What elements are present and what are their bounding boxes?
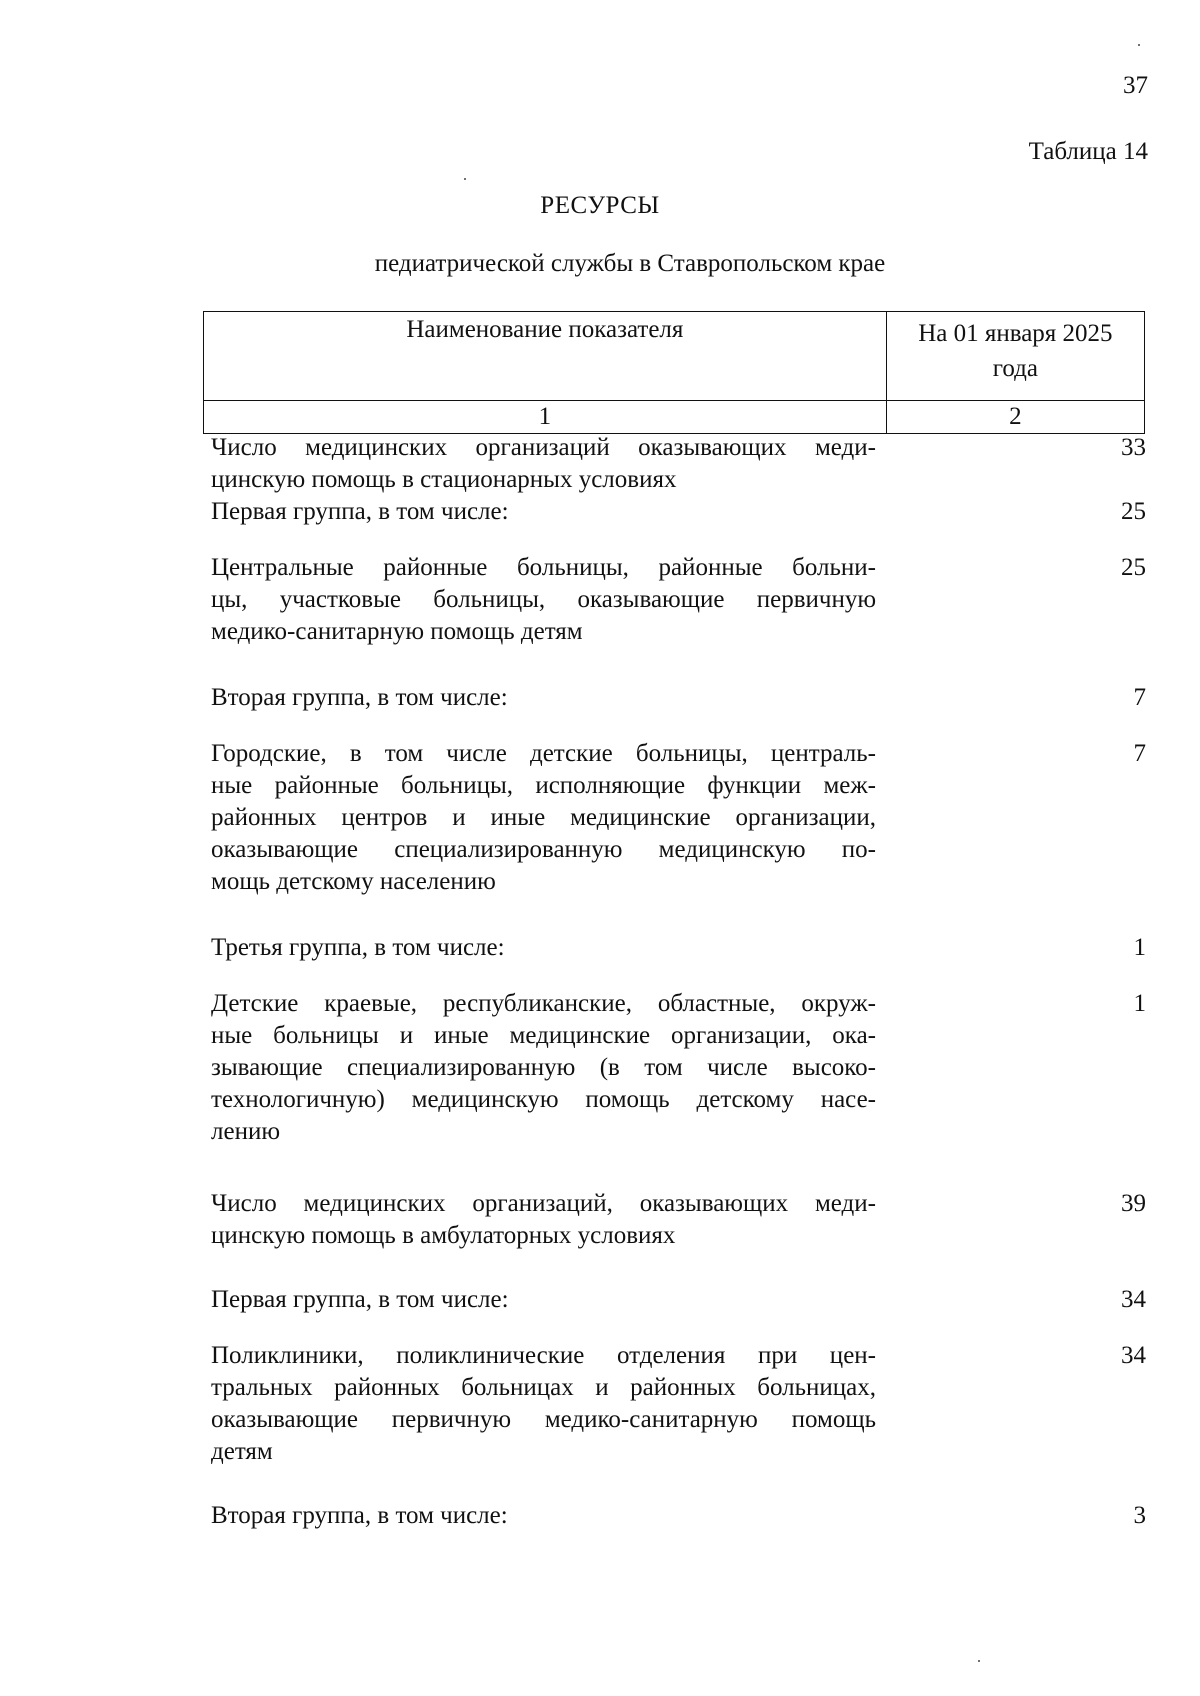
row-label-line: цинскую помощь в стационарных условиях xyxy=(211,466,677,493)
row-label-line: мощь детскому населению xyxy=(211,868,496,895)
row-value: 7 xyxy=(1133,740,1146,767)
row-label-line: цинскую помощь в амбулаторных условиях xyxy=(211,1222,676,1249)
row-label-line: Число медицинских организаций оказывающих меди- xyxy=(211,434,876,461)
row-label-line: Центральные районные больницы, районные больни- xyxy=(211,554,876,581)
page-number: 37 xyxy=(1123,72,1148,99)
row-label-line: лению xyxy=(211,1118,281,1145)
row-label-line: технологичную) медицинскую помощь детскому насе- xyxy=(211,1086,876,1113)
scan-speck xyxy=(1138,44,1140,46)
row-label-line: детям xyxy=(211,1438,273,1465)
row-label xyxy=(211,1500,876,1532)
row-label xyxy=(211,682,876,714)
row-label-line: районных центров и иные медицинские организации, xyxy=(211,804,876,831)
document-subtitle: педиатрической службы в Ставропольском крае xyxy=(374,250,886,277)
row-label xyxy=(211,988,876,1148)
row-value: 39 xyxy=(1121,1190,1146,1217)
row-label xyxy=(211,738,876,898)
column-header-name: Наименование показателя xyxy=(204,312,887,401)
row-label-line: оказывающие специализированную медицинскую по- xyxy=(211,836,876,863)
row-label-line: цы, участковые больницы, оказывающие первичную xyxy=(211,586,876,613)
row-label-line: Детские краевые, республиканские, областные, окруж- xyxy=(211,990,876,1017)
row-value: 1 xyxy=(1133,934,1146,961)
row-label-line: Поликлиники, поликлинические отделения при цен- xyxy=(211,1342,876,1369)
row-value: 25 xyxy=(1121,498,1146,525)
row-label-line: Городские, в том числе детские больницы, централь- xyxy=(211,740,876,767)
row-value: 3 xyxy=(1133,1502,1146,1529)
row-label-line: Первая группа, в том числе: xyxy=(211,498,509,525)
row-label xyxy=(211,1284,876,1316)
row-label-line: Вторая группа, в том числе: xyxy=(211,1502,508,1529)
column-header-date-line2: года xyxy=(992,355,1038,382)
row-label xyxy=(211,552,876,648)
row-label-line: Третья группа, в том числе: xyxy=(211,934,505,961)
row-label-line: тральных районных больницах и районных больницах, xyxy=(211,1374,876,1401)
table-label: Таблица 14 xyxy=(1028,138,1148,165)
scan-speck xyxy=(464,178,466,180)
row-value: 25 xyxy=(1121,554,1146,581)
row-value: 1 xyxy=(1133,990,1146,1017)
row-label xyxy=(211,932,876,964)
row-label-line: Число медицинских организаций, оказывающих меди- xyxy=(211,1190,876,1217)
column-header-date-line1: На 01 января 2025 xyxy=(918,320,1113,347)
table-header xyxy=(203,311,1145,434)
row-value: 7 xyxy=(1133,684,1146,711)
column-number-1: 1 xyxy=(204,401,887,434)
row-label-line: Вторая группа, в том числе: xyxy=(211,684,508,711)
document-title: РЕСУРСЫ xyxy=(540,192,660,219)
row-label-line: Первая группа, в том числе: xyxy=(211,1286,509,1313)
row-label-line: ные районные больницы, исполняющие функции меж- xyxy=(211,772,876,799)
row-value: 34 xyxy=(1121,1286,1146,1313)
row-label-line: оказывающие первичную медико-санитарную помощь xyxy=(211,1406,876,1433)
row-value: 34 xyxy=(1121,1342,1146,1369)
row-label-line: медико-санитарную помощь детям xyxy=(211,618,583,645)
scan-speck xyxy=(978,1660,980,1662)
row-label xyxy=(211,432,876,496)
row-label xyxy=(211,1340,876,1468)
column-header-date xyxy=(886,312,1144,401)
row-label xyxy=(211,1188,876,1252)
row-label-line: зывающие специализированную (в том числе высоко- xyxy=(211,1054,876,1081)
row-value: 33 xyxy=(1121,434,1146,461)
row-label xyxy=(211,496,876,528)
column-number-2: 2 xyxy=(886,401,1144,434)
row-label-line: ные больницы и иные медицинские организации, ока- xyxy=(211,1022,876,1049)
